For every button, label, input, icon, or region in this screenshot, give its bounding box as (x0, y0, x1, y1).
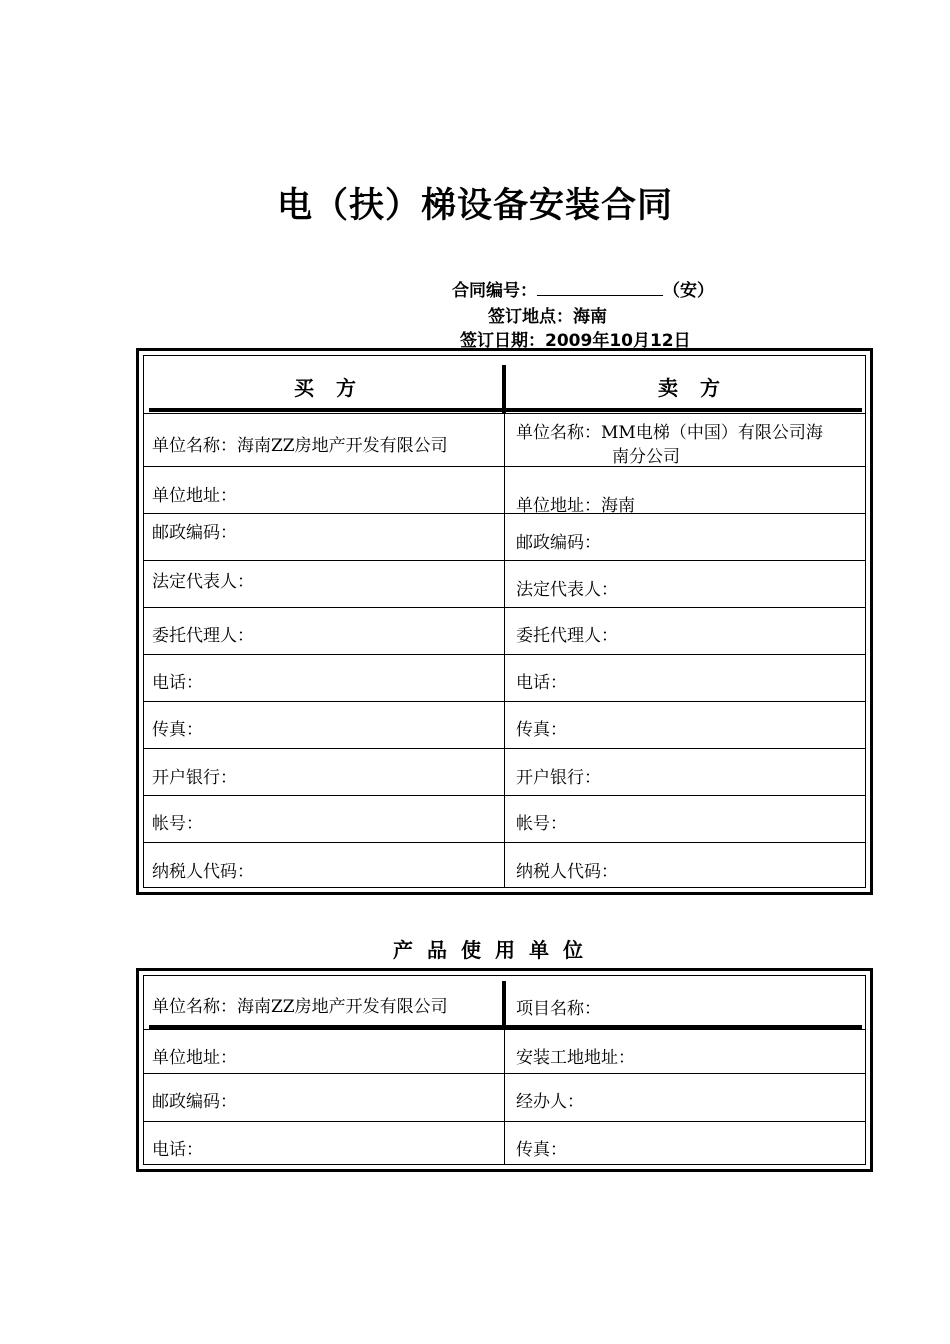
table-row (144, 1029, 865, 1074)
seller-address: 单位地址：海南 (516, 496, 635, 516)
header-divider (502, 365, 506, 413)
seller-tax-code: 纳税人代码： (516, 862, 618, 882)
buyer-header: 买方 (294, 376, 378, 400)
seller-fax: 传真： (516, 720, 567, 740)
buyer-bank: 开户银行： (152, 768, 237, 788)
seller-account: 帐号： (516, 814, 567, 834)
buyer-postcode: 邮政编码： (152, 523, 237, 543)
user-phone: 电话： (152, 1140, 203, 1160)
seller-agent: 委托代理人： (516, 626, 618, 646)
contract-number-line (452, 276, 714, 301)
table-row (144, 748, 865, 796)
buyer-phone: 电话： (152, 673, 203, 693)
seller-unit-name-cont: 南分公司 (612, 447, 680, 467)
table-row (144, 1073, 865, 1122)
header-underline-right (506, 408, 862, 412)
seller-phone: 电话： (516, 673, 567, 693)
site-address: 安装工地地址： (516, 1048, 635, 1068)
project-name: 项目名称： (516, 999, 601, 1019)
sign-place: 签订地点：海南 (488, 307, 607, 327)
seller-bank: 开户银行： (516, 768, 601, 788)
buyer-legal-rep: 法定代表人： (152, 572, 254, 592)
user-fax: 传真： (516, 1140, 567, 1160)
parties-table (136, 348, 873, 895)
buyer-tax-code: 纳税人代码： (152, 862, 254, 882)
buyer-fax: 传真： (152, 720, 203, 740)
header-underline-left (149, 408, 504, 412)
user-section-heading: 产品使用单位 (393, 938, 597, 962)
buyer-unit-name: 单位名称：海南ZZ房地产开发有限公司 (152, 436, 448, 456)
seller-postcode: 邮政编码： (516, 533, 601, 553)
contract-number-label: 合同编号： (452, 281, 537, 301)
buyer-account: 帐号： (152, 814, 203, 834)
table-row (144, 413, 865, 467)
table-row (144, 560, 865, 608)
buyer-agent: 委托代理人： (152, 626, 254, 646)
table-row (144, 654, 865, 702)
contract-number-blank (537, 279, 663, 296)
table-row (144, 842, 865, 890)
user-address: 单位地址： (152, 1048, 237, 1068)
table-row (144, 513, 865, 561)
seller-unit-name: 单位名称：MM电梯（中国）有限公司海 (516, 423, 823, 443)
table-row (144, 607, 865, 655)
seller-header: 卖方 (658, 376, 742, 400)
seller-legal-rep: 法定代表人： (516, 580, 618, 600)
document-title: 电（扶）梯设备安装合同 (276, 186, 673, 226)
table-row (144, 701, 865, 749)
table-row (144, 466, 865, 514)
table-row (144, 976, 865, 1029)
user-postcode: 邮政编码： (152, 1092, 237, 1112)
product-user-table (136, 968, 873, 1172)
sign-date: 签订日期：2009年10月12日 (460, 331, 691, 351)
table-row (144, 1121, 865, 1167)
buyer-address: 单位地址： (152, 486, 237, 506)
table-row (144, 795, 865, 843)
user-unit-name: 单位名称：海南ZZ房地产开发有限公司 (152, 997, 448, 1017)
handler: 经办人： (516, 1092, 584, 1112)
contract-number-suffix: （安） (663, 281, 714, 301)
